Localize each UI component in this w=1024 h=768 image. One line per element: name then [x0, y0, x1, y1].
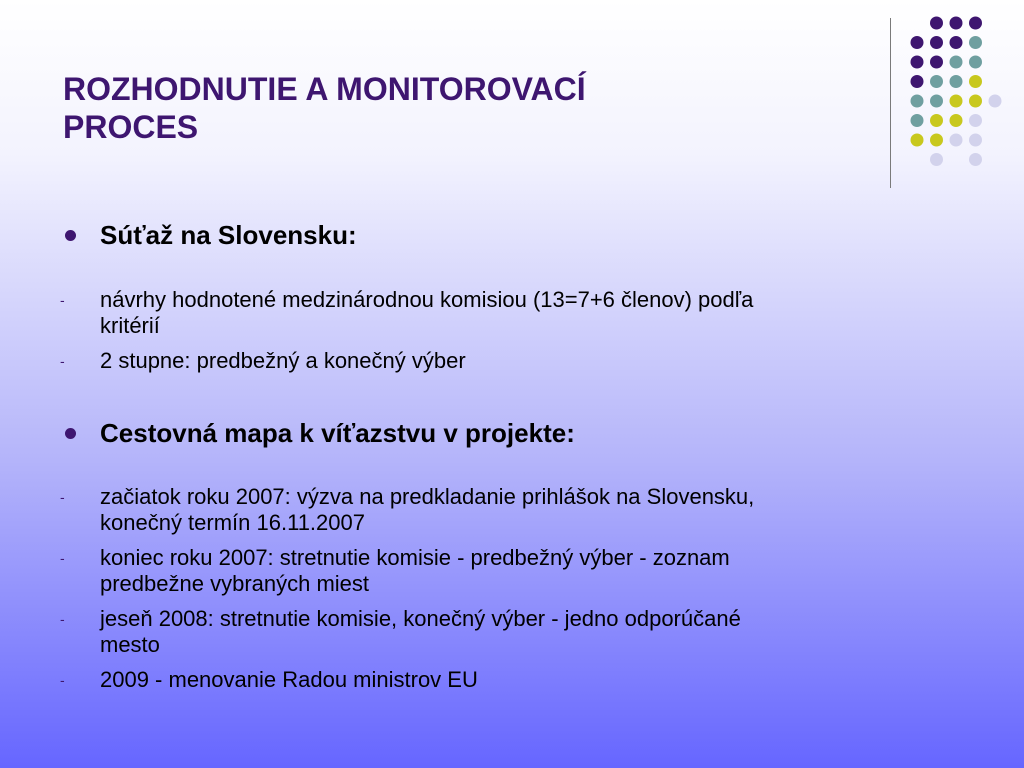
section-heading-text: Cestovná mapa k víťazstvu v projekte:	[100, 418, 575, 448]
decorative-dot	[950, 75, 963, 88]
dash-icon: -	[60, 672, 65, 688]
list-item-line: mesto	[100, 632, 160, 657]
dash-icon: -	[60, 611, 65, 627]
decorative-dot	[911, 36, 924, 49]
decorative-dot	[930, 134, 943, 147]
decorative-dot	[969, 56, 982, 69]
section-heading-competition	[100, 220, 357, 250]
decorative-dot	[950, 17, 963, 30]
decorative-divider	[890, 18, 891, 188]
decorative-dot	[969, 114, 982, 127]
dash-icon: -	[60, 292, 65, 308]
bullet-dot-icon	[65, 230, 76, 241]
list-item-line: kritérií	[100, 313, 160, 338]
list-item-line: jeseň 2008: stretnutie komisie, konečný výber - jedno odporúčané	[100, 606, 741, 631]
list-item	[60, 545, 980, 597]
list-item-line: konečný termín 16.11.2007	[100, 510, 365, 535]
decorative-dot	[911, 114, 924, 127]
decorative-dot	[911, 75, 924, 88]
list-item	[60, 606, 980, 658]
list-item-line: začiatok roku 2007: výzva na predkladanie prihlášok na Slovensku,	[100, 484, 755, 509]
dash-icon: -	[60, 489, 65, 505]
decorative-dot	[969, 134, 982, 147]
decorative-dot	[911, 134, 924, 147]
decorative-dot	[969, 17, 982, 30]
slide-title	[63, 70, 823, 146]
decorative-dot	[969, 36, 982, 49]
decorative-dot	[930, 56, 943, 69]
decorative-dot	[930, 153, 943, 166]
section-heading-text: Súťaž na Slovensku:	[100, 220, 357, 250]
decorative-dot	[950, 134, 963, 147]
title-line-1: ROZHODNUTIE A MONITOROVACÍ	[63, 71, 586, 107]
decorative-dot	[930, 17, 943, 30]
decorative-dot	[950, 36, 963, 49]
list-item	[60, 667, 980, 693]
dash-icon: -	[60, 550, 65, 566]
list-item	[60, 287, 980, 339]
decorative-dot	[930, 36, 943, 49]
dash-icon: -	[60, 353, 65, 369]
list-item-line: koniec roku 2007: stretnutie komisie - predbežný výber - zoznam	[100, 545, 730, 570]
section-heading-roadmap	[100, 418, 575, 448]
decorative-dot	[969, 153, 982, 166]
decorative-dot	[930, 95, 943, 108]
list-item-line: návrhy hodnotené medzinárodnou komisiou (13=7+6 členov) podľa	[100, 287, 754, 312]
decorative-dot	[930, 114, 943, 127]
decorative-dot	[950, 56, 963, 69]
decorative-dot	[911, 56, 924, 69]
decorative-dot	[911, 95, 924, 108]
list-item-line: 2009 - menovanie Radou ministrov EU	[100, 667, 478, 692]
bullet-dot-icon	[65, 428, 76, 439]
decorative-dot	[969, 75, 982, 88]
list-item-line: 2 stupne: predbežný a konečný výber	[100, 348, 466, 373]
list-item	[60, 348, 980, 374]
list-item	[60, 484, 980, 536]
decorative-dot	[989, 95, 1002, 108]
decorative-dot	[950, 95, 963, 108]
title-line-2: PROCES	[63, 109, 199, 145]
decorative-dot	[930, 75, 943, 88]
decorative-dot	[969, 95, 982, 108]
decorative-dot	[950, 114, 963, 127]
list-item-line: predbežne vybraných miest	[100, 571, 370, 596]
